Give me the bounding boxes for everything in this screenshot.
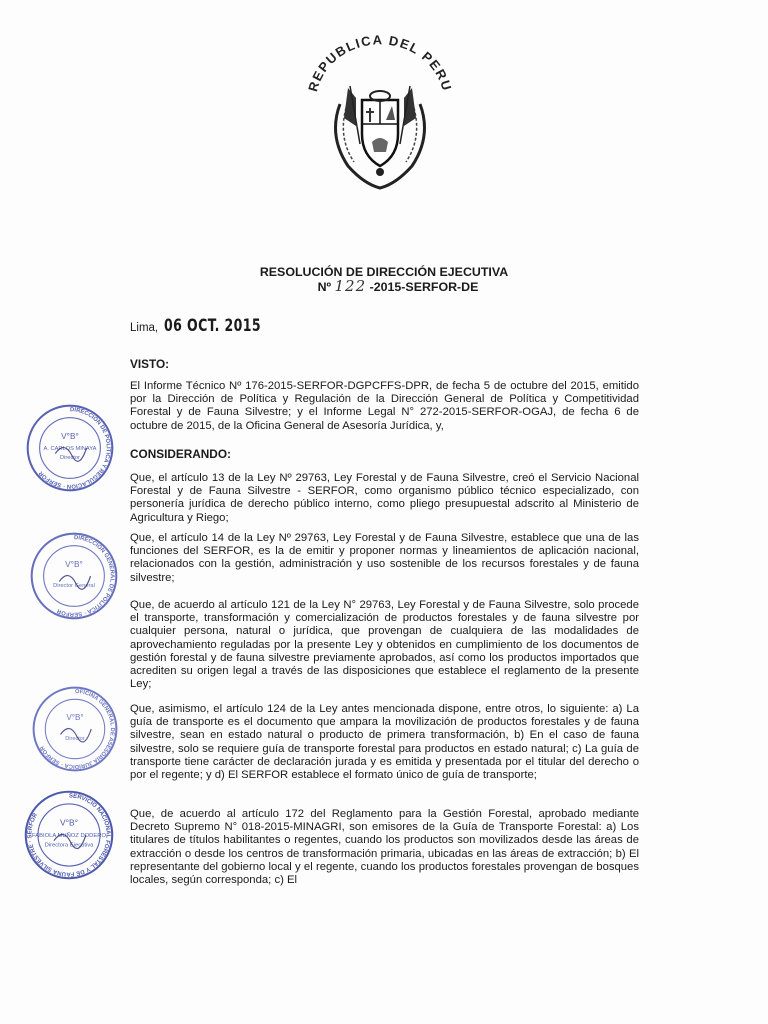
- number-prefix: Nº: [317, 280, 332, 294]
- stamp-line-1: V°B°: [66, 713, 84, 722]
- stamp-line-3: Director: [60, 455, 80, 462]
- approval-stamp-direccion-ejecutiva: [22, 788, 116, 882]
- handwritten-number: 122: [334, 277, 367, 295]
- stamp-line-1: V°B°: [61, 431, 79, 441]
- date-place: Lima,: [130, 322, 159, 334]
- paragraph-considerando-2: Que, el artículo 14 de la Ley Nº 29763, Ley Forestal y de Fauna Silvestre, establece que una de las funciones del SERFOR, es la de emitir y proponer normas y lineamientos de aplicación nacional, relacionados con la gestión, administración y uso sostenible de los recursos forestales y de fauna silvestre;: [130, 532, 639, 584]
- paragraph-considerando-3: Que, de acuerdo al artículo 121 de la Ley N° 29763, Ley Forestal y de Fauna Silvestre, solo procede el transporte, transformación y comercialización de productos forestales y de fauna silvestre por cualquier persona, natural o jurídica, que provengan de cualquiera de las modalidades de aprovechamiento reguladas por la presente Ley y obtenidos en cumplimiento de los documentos de gestión forestal y de fauna silvestre previamente aprobados, así como los productos importados que acrediten su origen legal a través de las disposiciones que establece el reglamento de la presente Ley;: [130, 599, 639, 691]
- number-suffix: -2015-SERFOR-DE: [369, 280, 479, 294]
- stamp-line-3: Directora Ejecutiva: [44, 842, 94, 849]
- date-stamp: 06 OCT. 2015: [164, 316, 262, 336]
- resolution-title: RESOLUCIÓN DE DIRECCIÓN EJECUTIVA: [259, 265, 509, 279]
- approval-stamp-politica-regulacion: [24, 402, 116, 494]
- paragraph-considerando-5: Que, de acuerdo al artículo 172 del Reglamento para la Gestión Forestal, aprobado mediante Decreto Supremo N° 018-2015-MINAGRI, son emisores de la Guía de Transporte Forestal: a) Los titulares de títulos habilitantes o regentes, cuando los productos son movilizados desde las áreas de extracción o desde los centros de transformación primaria, ubicadas en las áreas de extracción; b) El representante del gobierno local y el regente, cuando los productos forestales provengan de bosques locales, según corresponda; c) El: [130, 808, 639, 887]
- resolution-number: [14, 279, 768, 294]
- stamp-line-3: Director General: [53, 583, 95, 590]
- paragraph-considerando-4: Que, asimismo, el artículo 124 de la Ley antes mencionada dispone, entre otros, lo siguiente: a) La guía de transporte es el documento que ampara la movilización de productos forestales y de fauna silvestre, sean en estado natural o producto de primera transformación, b) En el caso de fauna silvestre, solo se requiere guía de transporte forestal para productos en estado natural; c) La guía de transporte tiene carácter de declaración jurada y es emitida y presentada por el titular del derecho o por el regente; y d) El SERFOR establece el formato único de guía de transporte;: [130, 703, 639, 782]
- stamp-line-2: FABIOLA MUÑOZ DODERO: [32, 832, 106, 839]
- approval-stamp-direccion-general: [28, 530, 120, 622]
- heading-considerando: CONSIDERANDO:: [130, 447, 231, 461]
- svg-text:REPUBLICA DEL PERU: [305, 32, 455, 93]
- stamp-ring-text: OFICINA GENERAL DE ASESORÍA JURÍDICA · SERFOR: [39, 688, 115, 770]
- peru-coat-of-arms-emblem: [300, 26, 460, 191]
- stamp-ring-text: SERVICIO NACIONAL FORESTAL Y DE FAUNA SILVESTRE · SERFOR: [27, 793, 111, 877]
- emblem-arc-text: REPUBLICA DEL PERU: [305, 32, 455, 94]
- heading-visto: VISTO:: [130, 357, 170, 371]
- paragraph-visto: El Informe Técnico Nº 176-2015-SERFOR-DGPCFFS-DPR, de fecha 5 de octubre del 2015, emitido por la Dirección de Política y Regulación de la Dirección General de Política y Competitividad Forestal y de Fauna Silvestre; y el Informe Legal N° 272-2015-SERFOR-OGAJ, de fecha 6 de octubre de 2015, de la Oficina General de Asesoría Jurídica, y,: [130, 380, 639, 432]
- stamp-line-3: Director: [65, 735, 85, 742]
- stamp-ring-text: DIRECCIÓN GENERAL DE POLÍTICA · SERFOR: [56, 535, 115, 617]
- approval-stamp-asesoria-juridica: [30, 684, 120, 774]
- stamp-line-1: V°B°: [59, 817, 79, 828]
- date-line: [130, 316, 283, 336]
- paragraph-considerando-1: Que, el artículo 13 de la Ley Nº 29763, Ley Forestal y de Fauna Silvestre, creó el Servicio Nacional Forestal y de Fauna Silvestre - SERFOR, como organismo público técnico especializado, con personería jurídica de derecho público interno, como pliego presupuestal adscrito al Ministerio de Agricultura y Riego;: [130, 472, 639, 524]
- stamp-line-1: V°B°: [65, 559, 83, 569]
- stamp-line-2: A. CARLOS MINAYA: [43, 445, 97, 452]
- stamp-ring-text: DIRECCIÓN DE POLÍTICA Y REGULACIÓN · SERFOR: [38, 407, 111, 489]
